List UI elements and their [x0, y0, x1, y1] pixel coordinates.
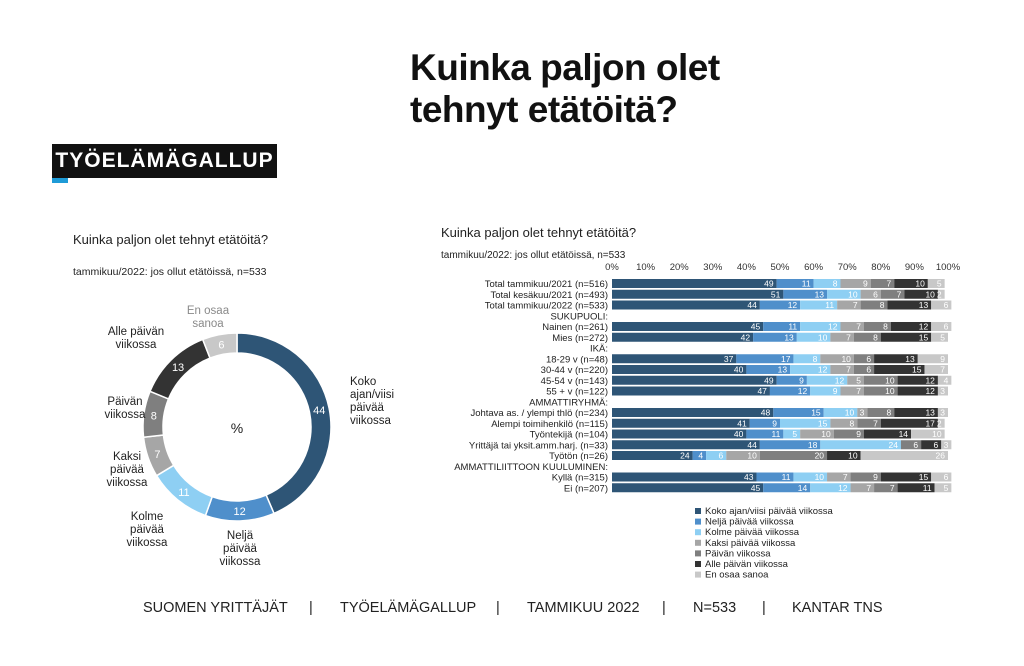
row-label: 55 + v (n=122): [546, 386, 608, 398]
bar-value-label: 12: [828, 321, 838, 332]
page-title: [410, 47, 830, 131]
row-label: Mies (n=272): [552, 332, 608, 344]
bar-value-label: 8: [849, 418, 855, 429]
footer-item: SUOMEN YRITTÄJÄT: [143, 600, 288, 616]
bar-value-label: 8: [873, 332, 878, 343]
row-label: Kyllä (n=315): [551, 472, 608, 484]
bar-segment: [612, 440, 760, 449]
footer-item: N=533: [693, 600, 737, 616]
bar-value-label: 12: [918, 321, 929, 332]
donut-chart-title: Kuinka paljon olet tehnyt etätöitä?: [73, 232, 269, 247]
bar-value-label: 11: [788, 321, 798, 332]
bar-segment: [612, 376, 777, 385]
bar-value-label: 7: [842, 472, 848, 482]
bar-value-label: 9: [772, 418, 777, 429]
bar-value-label: 10: [915, 278, 925, 289]
donut-value-label: 8: [150, 410, 157, 423]
footer-item: TAMMIKUU 2022: [527, 600, 640, 616]
bar-value-label: 5: [936, 278, 942, 289]
donut-category-label: Alle päivän viikossa: [107, 326, 165, 351]
row-group-header: SUKUPUOLI:: [550, 311, 608, 323]
x-tick-label: 50%: [770, 262, 790, 273]
row-label: Total tammikuu/2021 (n=516): [484, 279, 608, 290]
bar-value-label: 6: [873, 289, 878, 300]
bar-value-label: 20: [814, 450, 825, 461]
bar-value-label: 2: [936, 418, 942, 429]
row-label: 45-54 v (n=143): [540, 375, 608, 387]
bar-segment: [612, 408, 773, 417]
bar-value-label: 40: [733, 364, 744, 375]
bar-value-label: 4: [943, 375, 949, 386]
row-label: Työntekijä (n=104): [529, 429, 608, 441]
bar-value-label: 12: [838, 482, 848, 493]
bar-value-label: 15: [817, 418, 828, 429]
donut-category-label: Kolme päivää viikossa: [126, 511, 168, 549]
bar-value-label: 10: [821, 429, 831, 439]
bar-value-label: 11: [781, 472, 791, 482]
donut-category-label: Kaksi päivää viikossa: [106, 451, 148, 489]
donut-value-label: 12: [233, 505, 246, 518]
bar-value-label: 7: [889, 482, 895, 493]
bar-value-label: 14: [898, 429, 909, 439]
legend-label: Kolme päivää viikossa: [705, 527, 799, 539]
bar-value-label: 9: [873, 472, 878, 482]
bar-chart-subtitle: tammikuu/2022: jos ollut etätöissä, n=533: [441, 250, 626, 261]
bar-value-label: 6: [943, 472, 949, 482]
x-tick-label: 30%: [703, 262, 723, 273]
bar-value-label: 3: [943, 439, 949, 450]
bar-value-label: 13: [905, 353, 915, 364]
row-label: Total kesäkuu/2021 (n=493): [490, 289, 608, 301]
bar-value-label: 51: [770, 289, 781, 300]
logo-accent: [52, 178, 68, 183]
bar-value-label: 4: [698, 450, 704, 461]
bar-value-label: 7: [873, 418, 878, 429]
legend-swatch: [695, 572, 701, 578]
bar-value-label: 10: [932, 429, 942, 439]
legend-label: En osaa sanoa: [705, 569, 769, 581]
bar-value-label: 8: [883, 321, 888, 332]
bar-value-label: 2: [936, 289, 942, 300]
bar-value-label: 6: [943, 300, 949, 310]
bar-value-label: 9: [856, 429, 861, 439]
bar-value-label: 8: [832, 278, 838, 289]
bar-value-label: 11: [771, 429, 781, 439]
legend-label: Kaksi päivää viikossa: [705, 537, 796, 549]
bar-value-label: 44: [747, 300, 757, 310]
bar-value-label: 24: [888, 439, 898, 450]
x-tick-label: 10%: [636, 262, 656, 273]
bar-segment: [612, 430, 746, 439]
donut-category-label: Päivän viikossa: [104, 396, 146, 421]
bar-value-label: 12: [797, 386, 808, 396]
bar-value-label: 11: [801, 278, 811, 289]
footer-separator: |: [762, 600, 766, 616]
bar-value-label: 13: [918, 300, 929, 310]
bar-value-label: 10: [848, 450, 858, 461]
bar-value-label: 12: [925, 375, 935, 386]
bar-segment: [612, 333, 753, 342]
x-tick-label: 100%: [935, 262, 961, 273]
x-tick-label: 90%: [904, 262, 924, 273]
bar-value-label: 10: [925, 289, 935, 300]
bar-segment: [612, 419, 750, 428]
footer-separator: |: [662, 600, 666, 616]
row-label: Ei (n=207): [563, 483, 608, 495]
bar-value-label: 7: [856, 386, 861, 396]
bar-value-label: 24: [680, 450, 690, 461]
donut-value-label: 7: [154, 448, 161, 461]
bar-value-label: 11: [825, 300, 835, 310]
legend-label: Koko ajan/viisi päivää viikossa: [705, 506, 833, 517]
page-title-line-1: Kuinka paljon olet: [410, 47, 720, 88]
bar-value-label: 9: [832, 386, 838, 396]
legend-swatch: [695, 540, 701, 546]
x-tick-label: 80%: [871, 262, 891, 273]
bar-value-label: 40: [733, 429, 744, 439]
bar-value-label: 41: [737, 418, 747, 429]
bar-value-label: 37: [723, 353, 734, 364]
row-label: Total tammikuu/2022 (n=533): [484, 300, 608, 312]
legend-swatch: [695, 519, 701, 525]
bar-value-label: 10: [841, 353, 851, 364]
bar-value-label: 7: [886, 278, 892, 289]
bar-value-label: 18: [807, 439, 818, 450]
bar-value-label: 44: [747, 439, 757, 450]
bar-value-label: 9: [799, 375, 804, 386]
x-tick-label: 20%: [669, 262, 689, 273]
bar-value-label: 8: [879, 300, 885, 310]
bar-segment: [612, 301, 760, 310]
bar-value-label: 7: [940, 364, 945, 375]
row-label: Nainen (n=261): [542, 322, 608, 333]
bar-segment: [612, 365, 746, 374]
donut-category-label: Neljä päivää viikossa: [219, 530, 261, 568]
bar-value-label: 5: [856, 375, 861, 386]
bar-value-label: 5: [792, 429, 798, 439]
bar-segment: [612, 290, 783, 299]
bar-value-label: 12: [834, 375, 845, 386]
bar-value-label: 12: [787, 300, 798, 310]
row-group-header: IKÄ:: [590, 343, 608, 355]
donut-value-label: 44: [313, 405, 326, 418]
bar-value-label: 49: [764, 375, 774, 386]
bar-value-label: 3: [940, 407, 945, 418]
bar-value-label: 15: [918, 472, 929, 482]
legend-swatch: [695, 529, 701, 535]
page-title-line-2: tehnyt etätöitä?: [410, 89, 678, 130]
bar-value-label: 6: [718, 450, 724, 461]
donut-value-label: 6: [218, 339, 225, 352]
bar-value-label: 7: [846, 332, 851, 343]
legend-label: Alle päivän viikossa: [705, 559, 788, 570]
bar-segment: [612, 483, 763, 492]
bar-value-label: 15: [918, 332, 929, 343]
bar-value-label: 10: [817, 332, 828, 343]
bar-value-label: 12: [817, 364, 828, 375]
x-tick-label: 60%: [804, 262, 824, 273]
donut-value-label: 13: [171, 362, 185, 375]
donut-value-label: 11: [178, 487, 190, 500]
donut-center-label: %: [230, 420, 244, 436]
donut-category-label: Koko ajan/viisi päivää viikossa: [350, 376, 395, 427]
bar-segment: [612, 279, 777, 288]
bar-value-label: 10: [747, 450, 757, 461]
bar-value-label: 13: [777, 364, 788, 375]
bar-value-label: 43: [744, 472, 754, 482]
bar-value-label: 5: [943, 482, 949, 493]
donut-slice: [237, 333, 331, 513]
row-label: 30-44 v (n=220): [540, 365, 608, 376]
bar-value-label: 7: [866, 482, 872, 493]
bar-value-label: 10: [885, 386, 895, 396]
bar-value-label: 13: [784, 332, 794, 343]
bar-value-label: 6: [866, 364, 872, 375]
bar-value-label: 6: [943, 321, 949, 332]
bar-value-label: 6: [933, 439, 939, 450]
bar-segment: [612, 473, 756, 482]
x-tick-label: 70%: [837, 262, 857, 273]
footer-separator: |: [309, 600, 313, 616]
bar-value-label: 49: [764, 278, 774, 289]
bar-value-label: 8: [812, 353, 818, 364]
bar-value-label: 6: [913, 439, 919, 450]
bar-value-label: 13: [814, 289, 825, 300]
row-label: Yrittäjä tai yksit.amm.harj. (n=33): [468, 440, 608, 452]
footer-separator: |: [496, 600, 500, 616]
bar-value-label: 42: [740, 332, 751, 343]
donut-category-label: En osaa sanoa: [186, 305, 230, 330]
bar-value-label: 10: [885, 375, 895, 386]
bar-value-label: 6: [866, 353, 872, 364]
legend-swatch: [695, 561, 701, 567]
bar-segment: [612, 322, 763, 331]
x-tick-label: 40%: [736, 262, 756, 273]
bar-value-label: 9: [862, 278, 868, 289]
bar-value-label: 45: [750, 482, 761, 493]
legend-label: Päivän viikossa: [705, 548, 771, 560]
bar-value-label: 9: [940, 353, 945, 364]
bar-value-label: 47: [757, 386, 767, 396]
bar-value-label: 14: [797, 482, 808, 493]
bar-value-label: 10: [848, 289, 858, 300]
bar-value-label: 3: [859, 407, 865, 418]
row-label: Työtön (n=26): [549, 451, 608, 462]
bar-value-label: 8: [886, 407, 892, 418]
footer-item: KANTAR TNS: [792, 600, 883, 616]
row-label: Alempi toimihenkilö (n=115): [491, 418, 608, 430]
bar-value-label: 45: [750, 321, 761, 332]
bar-value-label: 10: [844, 407, 855, 418]
bar-value-label: 7: [846, 364, 851, 375]
bar-value-label: 17: [780, 353, 791, 364]
bar-value-label: 17: [925, 418, 935, 429]
tyoelamagallup-logo: TYÖELÄMÄGALLUP: [52, 144, 277, 178]
bar-value-label: 26: [935, 450, 945, 461]
bar-value-label: 12: [925, 386, 935, 396]
donut-chart: [60, 290, 410, 590]
donut-chart-subtitle: tammikuu/2022: jos ollut etätöissä, n=533: [73, 266, 267, 278]
row-group-header: AMMATTILIITTOON KUULUMINEN:: [454, 461, 608, 473]
bar-value-label: 48: [760, 407, 771, 418]
bar-value-label: 7: [896, 289, 902, 300]
legend-label: Neljä päivää viikossa: [705, 516, 794, 528]
bar-value-label: 11: [922, 482, 932, 493]
bar-value-label: 13: [925, 407, 935, 418]
bar-value-label: 7: [856, 321, 861, 332]
row-label: Johtava as. / ylempi thlö (n=234): [470, 408, 608, 419]
bar-value-label: 10: [814, 472, 825, 482]
footer-item: TYÖELÄMÄGALLUP: [340, 600, 477, 616]
bar-segment: [612, 354, 736, 363]
bar-value-label: 5: [940, 332, 945, 343]
legend-swatch: [695, 550, 701, 556]
stacked-bar-chart: [420, 258, 980, 598]
x-tick-label: 0%: [605, 262, 619, 273]
bar-value-label: 3: [940, 386, 945, 396]
legend-swatch: [695, 508, 701, 514]
bar-value-label: 15: [912, 364, 922, 375]
bar-segment: [612, 387, 770, 396]
bar-chart-title: Kuinka paljon olet tehnyt etätöitä?: [441, 225, 637, 240]
bar-value-label: 7: [852, 300, 858, 310]
bar-value-label: 15: [811, 407, 821, 418]
row-group-header: AMMATTIRYHMÄ:: [529, 397, 608, 409]
row-label: 18-29 v (n=48): [545, 354, 608, 366]
